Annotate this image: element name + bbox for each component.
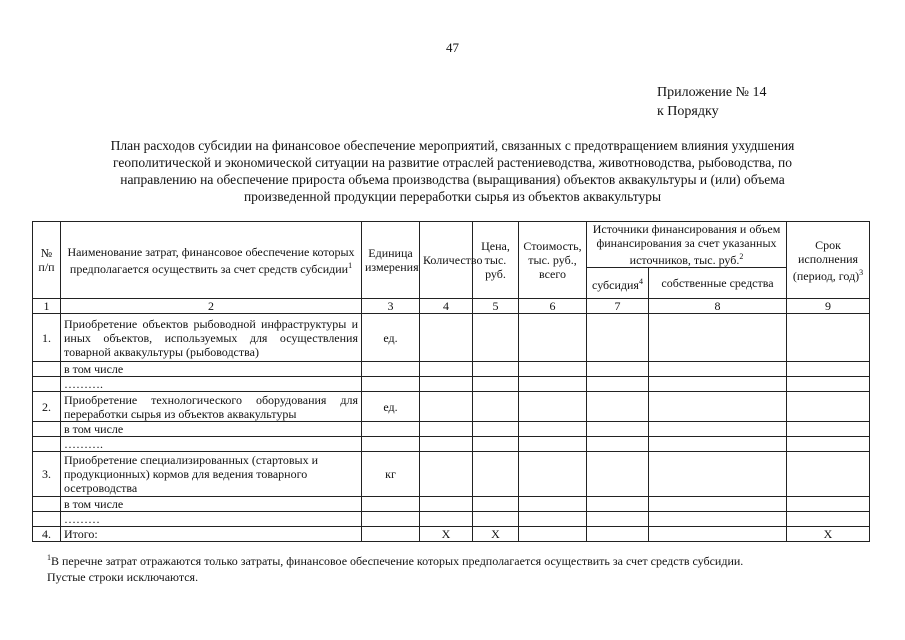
empty-cell [420,497,473,512]
empty-cell [649,314,787,362]
expense-plan-table [32,221,870,542]
empty-cell [649,422,787,437]
row-num: 1. [33,314,61,362]
row-dots: ………. [61,437,362,452]
empty-cell [33,362,61,377]
empty-cell [587,497,649,512]
empty-cell [519,527,587,542]
column-number: 9 [787,299,870,314]
empty-cell [362,437,420,452]
empty-cell [519,422,587,437]
empty-cell [420,422,473,437]
empty-cell [787,314,870,362]
empty-cell [649,392,787,422]
header-sources [587,222,787,268]
empty-cell [420,377,473,392]
empty-cell [473,362,519,377]
header-term-footnote-mark: 3 [859,267,864,277]
empty-cell [473,512,519,527]
header-unit: Единица измерения [362,222,420,299]
empty-cell [649,437,787,452]
header-term [787,222,870,299]
header-name-text: Наименование затрат, финансовое обеспечение которых предполагается осуществить за счет средств субсидии [67,244,355,276]
table-row [33,497,870,512]
column-number: 5 [473,299,519,314]
footnote-text: В перечне затрат отражаются только затраты, финансовое обеспечение которых предполагается осуществить за счет средств субсидии. [51,554,744,568]
appendix-label [657,83,767,121]
table-row [33,437,870,452]
empty-cell [587,512,649,527]
empty-cell [787,497,870,512]
total-label: Итого: [61,527,362,542]
empty-cell [33,377,61,392]
row-including: в том числе [61,497,362,512]
empty-cell [473,392,519,422]
empty-cell [33,512,61,527]
empty-cell [787,437,870,452]
table-row [33,422,870,437]
empty-cell [362,362,420,377]
empty-cell [473,377,519,392]
column-number: 7 [587,299,649,314]
empty-cell [519,512,587,527]
row-dots: ………. [61,377,362,392]
empty-cell [420,392,473,422]
row-name: Приобретение объектов рыбоводной инфраструктуры и иных объектов, используемых для осуществления товарной аквакультуры (рыбоводства) [61,314,362,362]
empty-cell [787,392,870,422]
header-subsidy-footnote-mark: 4 [638,276,643,286]
column-number: 6 [519,299,587,314]
column-number: 4 [420,299,473,314]
header-num: № п/п [33,222,61,299]
title-line-3: направлению на обеспечение прироста объема производства (выращивания) объектов аквакультуры и (или) объема [120,172,785,187]
table-row [33,314,870,362]
row-dots: ……… [61,512,362,527]
empty-cell [587,452,649,497]
row-unit: ед. [362,392,420,422]
empty-cell [473,314,519,362]
empty-cell [362,512,420,527]
title-line-2: геополитической и экономической ситуации на развитие отраслей растениеводства, животноводства, рыбоводства, по [113,155,792,170]
column-number: 3 [362,299,420,314]
empty-cell [649,452,787,497]
empty-cell [587,392,649,422]
header-name-footnote-mark: 1 [348,260,353,270]
title-line-4: произведенной продукции переработки сырья из объектов аквакультуры [243,189,662,204]
row-unit: кг [362,452,420,497]
page-number: 47 [446,40,459,55]
empty-cell [420,452,473,497]
row-num: 2. [33,392,61,422]
column-number: 2 [61,299,362,314]
empty-cell [473,422,519,437]
empty-cell [519,377,587,392]
empty-cell [787,362,870,377]
table-row [33,362,870,377]
empty-cell [587,527,649,542]
empty-cell [587,422,649,437]
empty-cell [420,314,473,362]
row-unit: ед. [362,314,420,362]
empty-cell [587,362,649,377]
table-row [33,392,870,422]
total-term: Х [787,527,870,542]
header-term-text: Срок исполнения (период, год) [792,237,860,283]
footnote [47,550,743,585]
empty-cell [420,512,473,527]
header-subsidy [587,268,649,299]
empty-cell [649,527,787,542]
empty-cell [473,452,519,497]
empty-cell [787,377,870,392]
total-price: Х [473,527,519,542]
header-name [61,222,362,299]
table-row-total [33,527,870,542]
column-number: 1 [33,299,61,314]
table-row [33,512,870,527]
empty-cell [362,377,420,392]
row-including: в том числе [61,422,362,437]
empty-cell [420,437,473,452]
empty-cell [519,497,587,512]
empty-cell [33,422,61,437]
row-name: Приобретение технологического оборудования для переработки сырья из объектов аквакультуры [61,392,362,422]
empty-cell [519,437,587,452]
total-qty: Х [420,527,473,542]
appendix-line-2: к Порядку [657,104,719,119]
empty-cell [587,314,649,362]
row-num: 3. [33,452,61,497]
row-name: Приобретение специализированных (стартовых и продукционных) кормов для ведения товарного осетроводства [61,452,362,497]
empty-cell [787,452,870,497]
row-including: в том числе [61,362,362,377]
header-subsidy-text: субсидия [592,277,639,292]
document-title [40,137,865,205]
header-sources-footnote-mark: 2 [739,252,744,261]
empty-cell [473,437,519,452]
footnote-line-2: Пустые строки исключаются. [47,570,199,584]
empty-cell [787,512,870,527]
empty-cell [362,422,420,437]
column-number: 8 [649,299,787,314]
header-qty: Количество [420,222,473,299]
empty-cell [587,437,649,452]
footnote-line-1 [47,550,743,569]
empty-cell [33,497,61,512]
header-price: Цена, тыс. руб. [473,222,519,299]
header-cost: Стоимость, тыс. руб., всего [519,222,587,299]
empty-cell [649,377,787,392]
empty-cell [420,362,473,377]
empty-cell [519,452,587,497]
total-num: 4. [33,527,61,542]
empty-cell [362,527,420,542]
empty-cell [519,392,587,422]
empty-cell [787,422,870,437]
empty-cell [649,362,787,377]
empty-cell [587,377,649,392]
table-row [33,377,870,392]
empty-cell [473,497,519,512]
appendix-line-1: Приложение № 14 [657,85,767,100]
empty-cell [649,497,787,512]
table-row [33,452,870,497]
empty-cell [649,512,787,527]
header-own-funds: собственные средства [649,268,787,299]
footnote-mark: 1 [47,553,51,562]
empty-cell [362,497,420,512]
title-line-1: План расходов субсидии на финансовое обеспечение мероприятий, связанных с предотвращением влияния ухудшения [110,138,795,153]
header-sources-text: Источники финансирования и объем финансирования за счет указанных источников, тыс. руб. [592,222,781,267]
empty-cell [519,362,587,377]
empty-cell [519,314,587,362]
empty-cell [33,437,61,452]
